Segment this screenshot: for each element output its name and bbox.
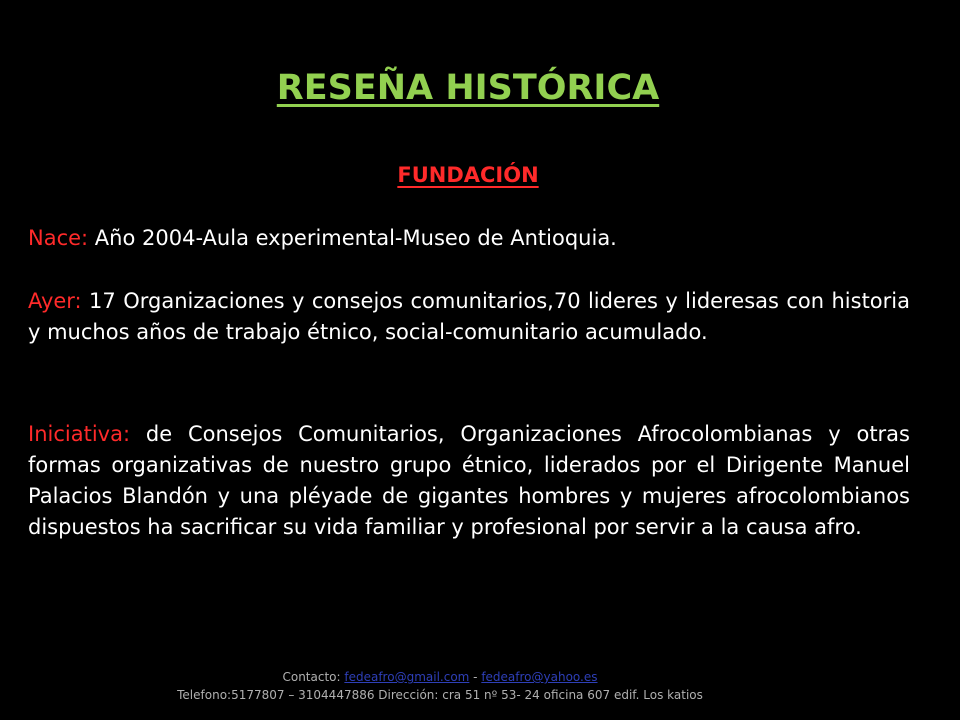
footer-separator: - xyxy=(469,670,482,684)
paragraph-lead: Nace: xyxy=(28,226,89,250)
footer-contact-label: Contacto: xyxy=(282,670,345,684)
footer-address-line: Telefono:5177807 – 3104447886 Dirección: cra 51 nº 53- 24 oficina 607 edif. Los katios xyxy=(177,688,703,702)
slide-title: RESEÑA HISTÓRICA xyxy=(276,68,660,108)
email-link-gmail[interactable]: fedeafro@gmail.com xyxy=(344,670,470,684)
paragraph-text: 17 Organizaciones y consejos comunitarios,70 lideres y lideresas con historia y muchos años de trabajo étnico, social-comunitario acumulado. xyxy=(28,289,910,344)
footer-contact-line xyxy=(0,670,880,684)
email-link-yahoo[interactable]: fedeafro@yahoo.es xyxy=(481,670,598,684)
paragraph-lead: Iniciativa: xyxy=(28,422,131,446)
paragraph-text: de Consejos Comunitarios, Organizaciones Afrocolombianas y otras formas organizativas de nuestro grupo étnico, liderados por el Dirigente Manuel Palacios Blandón y una pléyade de gigantes hombres y mujeres afrocolombianos dispuestos ha sacrificar su vida familiar y profesional por servir a la causa afro. xyxy=(28,422,910,539)
section-subtitle: FUNDACIÓN xyxy=(397,163,539,187)
paragraph-ayer xyxy=(28,286,910,348)
paragraph-text: Año 2004-Aula experimental-Museo de Antioquia. xyxy=(88,226,617,250)
paragraph-nace xyxy=(28,223,910,254)
paragraph-lead: Ayer: xyxy=(28,289,82,313)
paragraph-iniciativa xyxy=(28,419,910,543)
